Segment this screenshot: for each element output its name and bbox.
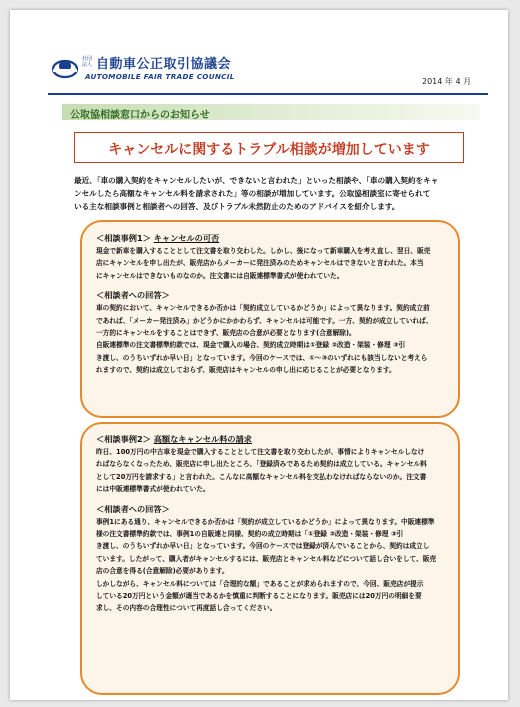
council-logo [50,53,260,93]
intro-paragraph [74,174,468,213]
case-2-line: ればならなくなったため、販売店に申し出たところ、「登録済みであるため契約は成立している。キャンセル料 [96,460,427,469]
case-2-answer-line: 事例1にある通り、キャンセルできるか否かは「契約が成立しているかどうか」によって異なります。中販連標準 [96,517,435,526]
intro-line: いる主な相談事例と相談者への回答、及びトラブル未然防止のためのアドバイスを紹介します。 [74,202,400,211]
case-2-answer-line: 様の注文書標準約款では、事例1の自販連と同様、契約の成立時期は「①登録 ②改造・架装・修理 ③引 [96,530,404,539]
org-name: 自動車公正取引協議会 [96,57,232,72]
case-2-answer-line: ています。したがって、購入者がキャンセルするには、販売店とキャンセル料などについて話し合いをして、販売 [96,554,437,563]
case-1-answer-line: であれば、「メーカー発注済み」かどうかにかかわらず、キャンセルは可能です。一方、契約が成立していれば、 [96,316,433,325]
case-2-heading-topic: 高額なキャンセル料の請求 [153,434,252,444]
case-1-answer-line: れますので、契約は成立しておらず、販売店はキャンセルの申し出に応じることが必要となります。 [96,366,396,375]
case-2-answer-line: 求し、その内容の合理性について再度話し合ってください。 [96,604,277,613]
case-1-answer-line: 自販連標準の注文書標準約款では、現金で購入の場合、契約成立時期は①登録 ②改造・架装・修理 ③引 [96,341,406,350]
org-english-name: AUTOMOBILE FAIR TRADE COUNCIL [85,72,235,81]
case-2-line: には中販連標準書式が使われていた。 [96,485,210,494]
case-1-content [96,231,446,377]
org-type-label: 社団法人 [82,56,93,68]
case-1-answer-line: 一方的にキャンセルをすることはできず、販売店の合意が必要となります(合意解除)。 [96,329,356,338]
section-banner [62,104,480,120]
headline-box [74,132,464,163]
issue-date: 2014 年 4 月 [422,77,472,86]
case-1-answer-line: き渡し、のうちいずれか早い日」となっています。今回のケースでは、①～③のいずれにも該当しないと考えら [96,353,428,362]
case-1-box [80,220,460,418]
intro-line: ンセルしたら高額なキャンセル料を請求された」等の相談が増加しています。公取協相談室に寄せられて [74,189,431,198]
case-1-line: 店にキャンセルを申し出たが、販売店からメーカーに発注済みのためキャンセルはできないと言われた。本当 [96,259,424,268]
case-2-box [80,422,460,695]
case-2-answer-line: 店の合意を得る(合意解除)必要があります。 [96,567,229,576]
case-2-line: として20万円を請求する」と言われた。こんなに高額なキャンセル料を支払わなければならないのか。注文書 [96,472,427,481]
headline: キャンセルに関するトラブル相談が増加しています [108,142,430,158]
case-2-heading-prefix: ＜相談事例2＞ [96,434,151,444]
case-1-answer-heading: ＜相談者への回答＞ [96,290,170,301]
case-2-line: 昨日、100万円の中古車を現金で購入することとして注文書を取り交わしたが、事情によりキャンセルしなけ [96,448,425,456]
case-1-line: にキャンセルはできないものなのか。注文書には自販連標準書式が使われていた。 [96,271,344,280]
section-label: 公取協相談窓口からのお知らせ [70,110,210,121]
case-1-heading-topic: キャンセルの可否 [153,233,220,243]
case-1-line: 現金で新車を購入することとして注文書を取り交わした。しかし、後になって新車購入を考え直し、翌日、販売 [96,247,431,255]
case-1-heading [96,231,446,245]
case-2-heading [96,432,446,446]
case-2-content [96,432,446,615]
case-2-answer-heading: ＜相談者への回答＞ [96,503,170,514]
case-2-answer-line: しかしながら、キャンセル料については「合理的な額」であることが求められますので、今回、販売店が提示 [96,579,424,588]
case-1-heading-prefix: ＜相談事例1＞ [96,233,151,243]
header-divider [48,93,488,95]
case-2-answer-line: き渡し、のうちいずれか早い日」となっています。今回のケースでは登録が済んでいることから、契約は成立し [96,542,430,551]
case-1-answer-line: 車の契約において、キャンセルできるか否かは「契約成立しているかどうか」によって異なります。契約成立前 [96,304,430,313]
document-page [10,10,508,700]
council-emblem-icon [52,55,78,79]
intro-line: 最近、「車の購入契約をキャンセルしたいが、できないと言われた」といった相談や、「車の購入契約をキャ [74,176,439,185]
case-2-answer-line: している20万円という金額が適当であるかを慎重に判断することになります。販売店には20万円の明細を要 [96,592,422,601]
